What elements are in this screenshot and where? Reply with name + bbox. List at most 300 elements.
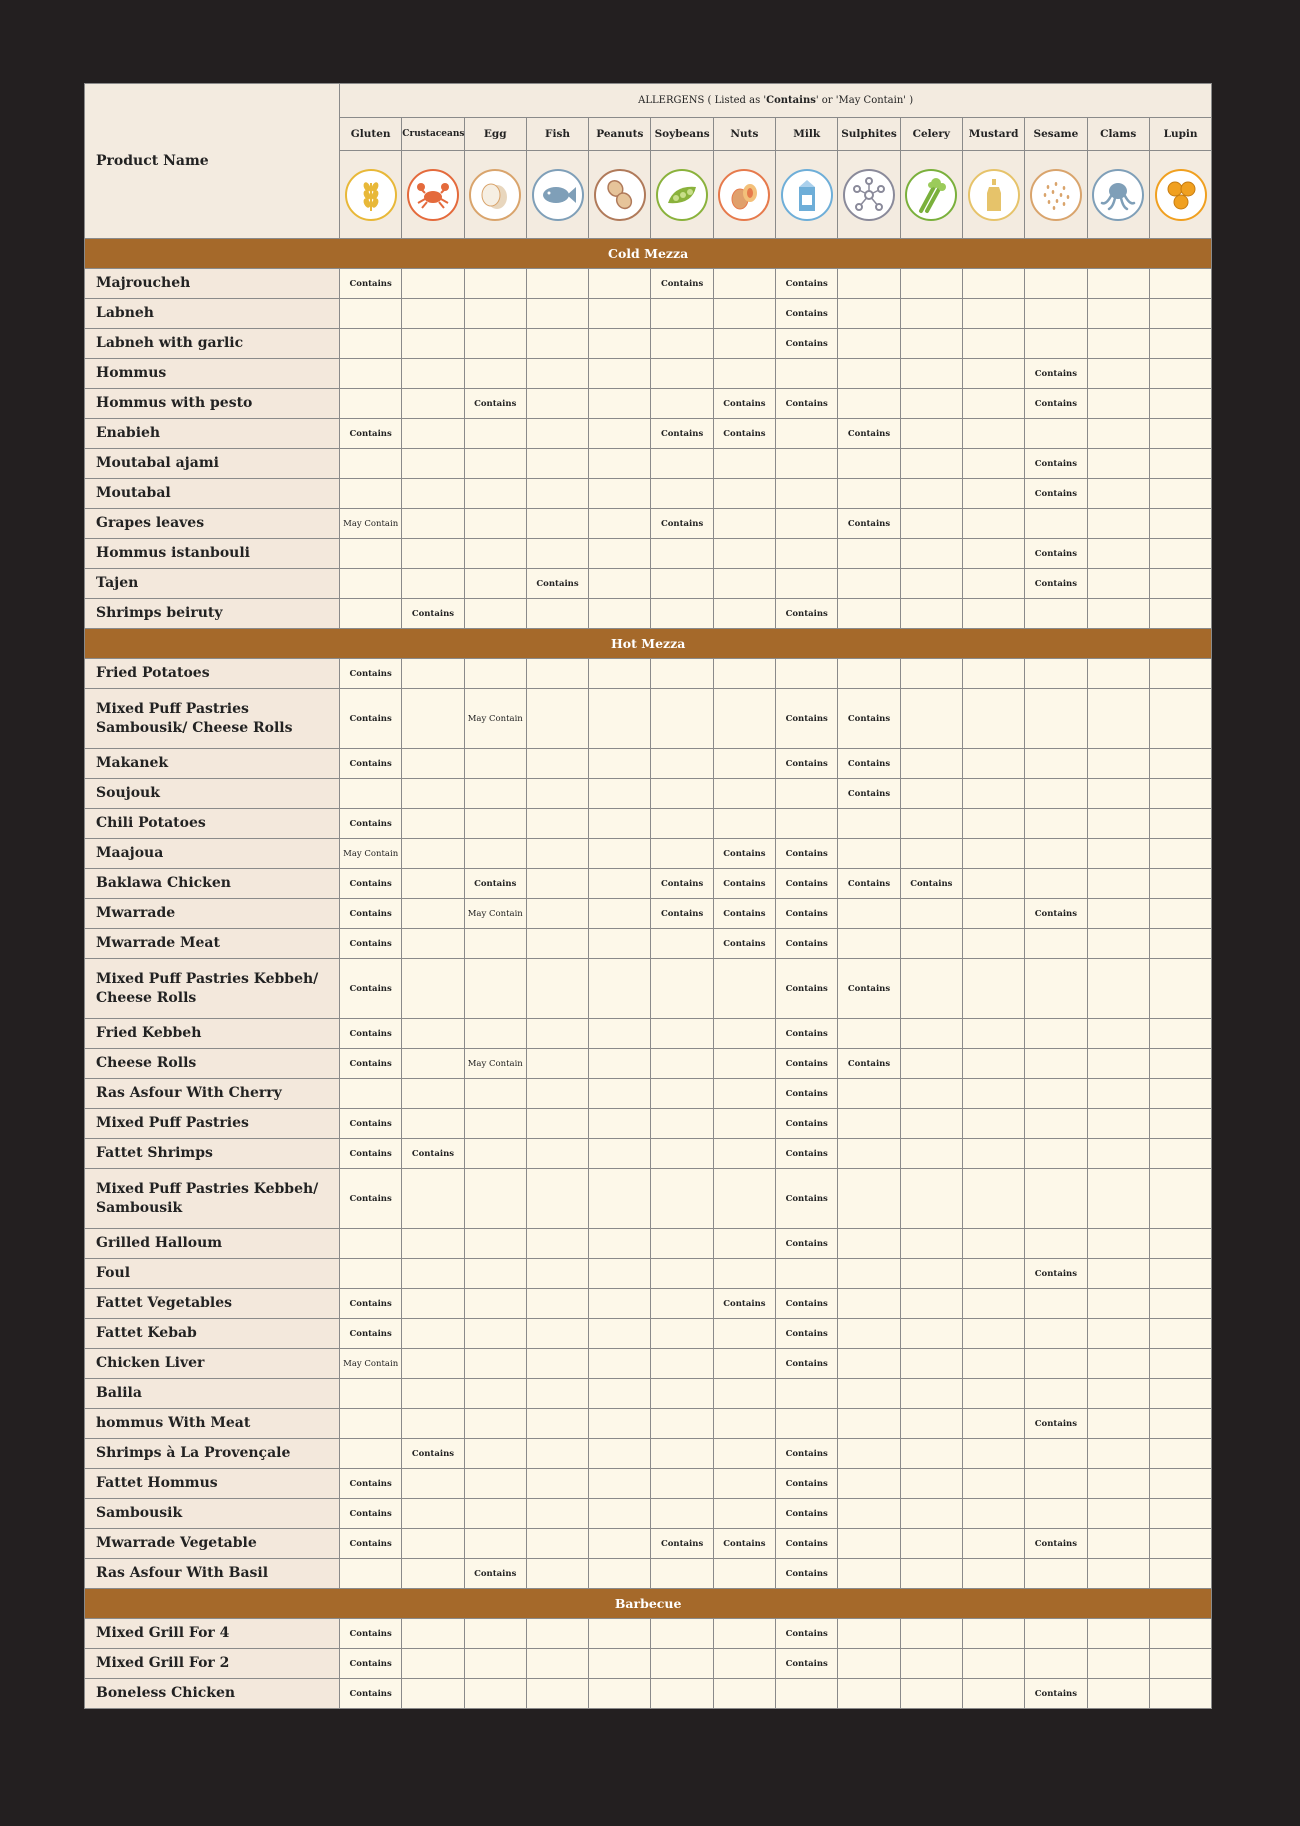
allergen-value xyxy=(464,659,526,689)
allergen-value xyxy=(651,539,713,569)
product-name: Moutabal xyxy=(85,479,340,509)
allergen-value xyxy=(1149,1499,1211,1529)
allergen-value xyxy=(402,809,464,839)
allergen-value xyxy=(402,449,464,479)
allergen-value xyxy=(900,959,962,1019)
allergen-value: Contains xyxy=(838,869,900,899)
allergen-value xyxy=(962,1109,1024,1139)
allergens-title xyxy=(340,84,1212,118)
product-name: Makanek xyxy=(85,749,340,779)
allergen-value xyxy=(464,449,526,479)
section-title: Cold Mezza xyxy=(85,239,1212,269)
allergen-value xyxy=(838,569,900,599)
allergen-value xyxy=(464,1649,526,1679)
allergen-value xyxy=(464,1019,526,1049)
allergen-value: Contains xyxy=(713,929,775,959)
allergen-value xyxy=(713,539,775,569)
allergen-value: Contains xyxy=(1025,899,1087,929)
allergen-value xyxy=(589,1079,651,1109)
allergen-value xyxy=(962,689,1024,749)
allergen-value xyxy=(713,1139,775,1169)
allergen-value xyxy=(464,359,526,389)
allergen-value xyxy=(526,1019,588,1049)
allergen-value xyxy=(464,1349,526,1379)
allergen-value xyxy=(838,929,900,959)
allergen-value xyxy=(900,1139,962,1169)
allergen-value: Contains xyxy=(838,689,900,749)
allergen-value xyxy=(776,779,838,809)
allergen-value xyxy=(589,929,651,959)
allergen-value xyxy=(464,1469,526,1499)
allergen-value xyxy=(340,1439,402,1469)
allergen-value xyxy=(900,359,962,389)
allergen-value xyxy=(1025,1289,1087,1319)
table-row xyxy=(85,1409,1212,1439)
allergen-value xyxy=(1087,899,1149,929)
allergen-value: Contains xyxy=(776,959,838,1019)
allergen-value xyxy=(713,779,775,809)
allergen-value xyxy=(340,1079,402,1109)
allergen-value xyxy=(900,779,962,809)
allergen-value xyxy=(402,269,464,299)
allergen-value xyxy=(900,1679,962,1709)
allergen-value xyxy=(962,599,1024,629)
product-name: Grapes leaves xyxy=(85,509,340,539)
allergen-value xyxy=(1149,689,1211,749)
allergen-value: Contains xyxy=(776,1559,838,1589)
allergen-value xyxy=(900,1049,962,1079)
product-name: Mwarrade Meat xyxy=(85,929,340,959)
allergen-value xyxy=(340,449,402,479)
allergen-value xyxy=(651,839,713,869)
allergen-value xyxy=(838,599,900,629)
crab-icon xyxy=(407,169,459,221)
allergen-value xyxy=(962,1229,1024,1259)
allergen-value: May Contain xyxy=(340,509,402,539)
octopus-icon xyxy=(1092,169,1144,221)
allergen-value: Contains xyxy=(776,1169,838,1229)
allergen-value xyxy=(1149,1289,1211,1319)
allergen-value: May Contain xyxy=(464,689,526,749)
allergen-value: Contains xyxy=(340,929,402,959)
allergen-value xyxy=(1149,1469,1211,1499)
allergen-value xyxy=(526,1649,588,1679)
allergen-value xyxy=(402,1019,464,1049)
allergen-value xyxy=(838,1499,900,1529)
allergen-value xyxy=(464,1169,526,1229)
product-name: hommus With Meat xyxy=(85,1409,340,1439)
allergen-value xyxy=(1149,299,1211,329)
allergen-column-fish: Fish xyxy=(526,118,588,151)
product-name: Shrimps beiruty xyxy=(85,599,340,629)
allergen-value xyxy=(402,689,464,749)
allergen-value xyxy=(402,569,464,599)
allergen-value xyxy=(402,1649,464,1679)
allergen-value: Contains xyxy=(340,809,402,839)
allergen-value xyxy=(713,1109,775,1139)
table-row xyxy=(85,899,1212,929)
allergen-value xyxy=(464,539,526,569)
allergen-value xyxy=(713,1169,775,1229)
allergen-value xyxy=(1149,1169,1211,1229)
allergen-value xyxy=(402,1409,464,1439)
allergen-value xyxy=(589,509,651,539)
allergen-value xyxy=(589,689,651,749)
allergen-value xyxy=(526,1409,588,1439)
allergen-value xyxy=(1149,1409,1211,1439)
allergen-value xyxy=(1087,1319,1149,1349)
allergen-value xyxy=(962,389,1024,419)
allergen-value xyxy=(1025,1229,1087,1259)
allergen-value xyxy=(1025,1619,1087,1649)
allergen-value xyxy=(526,1259,588,1289)
allergen-value xyxy=(1087,1169,1149,1229)
table-row xyxy=(85,959,1212,1019)
table-row xyxy=(85,1379,1212,1409)
allergen-value xyxy=(900,449,962,479)
allergen-value xyxy=(402,869,464,899)
allergen-value xyxy=(962,1439,1024,1469)
allergen-value xyxy=(651,569,713,599)
allergen-value: Contains xyxy=(464,1559,526,1589)
allergen-value xyxy=(1087,419,1149,449)
allergen-value: Contains xyxy=(340,1469,402,1499)
allergen-value xyxy=(651,479,713,509)
allergen-value xyxy=(1025,1469,1087,1499)
allergen-value xyxy=(1149,1079,1211,1109)
allergen-value: Contains xyxy=(838,749,900,779)
allergen-value xyxy=(340,329,402,359)
allergen-value xyxy=(526,1109,588,1139)
allergen-value xyxy=(464,1289,526,1319)
allergen-value xyxy=(340,779,402,809)
allergen-value: Contains xyxy=(776,1289,838,1319)
allergen-value xyxy=(1149,1439,1211,1469)
allergen-value xyxy=(589,569,651,599)
allergen-value xyxy=(1087,1079,1149,1109)
allergen-value xyxy=(1149,659,1211,689)
allergen-value xyxy=(1087,839,1149,869)
allergen-value xyxy=(900,1229,962,1259)
allergen-value xyxy=(402,1379,464,1409)
allergen-value xyxy=(651,1559,713,1589)
allergen-value xyxy=(526,1439,588,1469)
allergen-value xyxy=(526,1139,588,1169)
table-row xyxy=(85,389,1212,419)
allergen-value xyxy=(464,479,526,509)
allergen-value xyxy=(1025,689,1087,749)
section-header xyxy=(85,239,1212,269)
allergen-value xyxy=(402,299,464,329)
allergen-value xyxy=(962,1019,1024,1049)
allergen-value xyxy=(900,419,962,449)
allergen-icon-cell xyxy=(713,151,775,239)
allergen-value xyxy=(900,1319,962,1349)
allergen-value: Contains xyxy=(776,1529,838,1559)
allergen-value: Contains xyxy=(340,659,402,689)
allergen-value xyxy=(1025,1139,1087,1169)
celery-icon xyxy=(905,169,957,221)
allergen-icon-cell xyxy=(526,151,588,239)
allergen-value xyxy=(713,1079,775,1109)
allergen-value xyxy=(1149,479,1211,509)
allergen-value xyxy=(962,959,1024,1019)
allergen-value xyxy=(1149,509,1211,539)
product-name: Shrimps à La Provençale xyxy=(85,1439,340,1469)
allergen-value xyxy=(962,779,1024,809)
allergen-value xyxy=(402,509,464,539)
allergen-value xyxy=(589,809,651,839)
table-row xyxy=(85,599,1212,629)
allergen-value xyxy=(713,269,775,299)
allergen-value xyxy=(589,1349,651,1379)
table-row xyxy=(85,1049,1212,1079)
allergen-value xyxy=(402,359,464,389)
allergen-value xyxy=(464,1409,526,1439)
allergen-value xyxy=(1087,299,1149,329)
allergen-value xyxy=(962,659,1024,689)
allergen-value: Contains xyxy=(776,1229,838,1259)
allergen-value xyxy=(838,1439,900,1469)
allergen-value xyxy=(651,1169,713,1229)
allergen-value xyxy=(1025,659,1087,689)
allergen-value xyxy=(1087,749,1149,779)
allergen-value xyxy=(1087,809,1149,839)
product-name: Chicken Liver xyxy=(85,1349,340,1379)
allergen-value xyxy=(589,1439,651,1469)
allergen-value xyxy=(776,1259,838,1289)
allergen-value: Contains xyxy=(776,1079,838,1109)
allergen-value xyxy=(838,1109,900,1139)
allergen-column-nuts: Nuts xyxy=(713,118,775,151)
allergen-value: Contains xyxy=(651,269,713,299)
allergen-value xyxy=(1149,1649,1211,1679)
allergen-value xyxy=(589,1109,651,1139)
allergen-value: Contains xyxy=(776,929,838,959)
allergen-value: Contains xyxy=(1025,359,1087,389)
allergen-value xyxy=(1087,599,1149,629)
allergen-value xyxy=(1087,869,1149,899)
table-row xyxy=(85,539,1212,569)
allergen-value xyxy=(962,1169,1024,1229)
allergen-column-crustaceans: Crustaceans xyxy=(402,118,464,151)
allergen-value xyxy=(526,689,588,749)
allergen-value xyxy=(962,1649,1024,1679)
allergen-value xyxy=(900,1109,962,1139)
section-title: Barbecue xyxy=(85,1589,1212,1619)
allergen-value xyxy=(589,1649,651,1679)
allergen-value: Contains xyxy=(776,1049,838,1079)
allergen-value: Contains xyxy=(776,299,838,329)
allergen-value xyxy=(589,1289,651,1319)
allergen-value xyxy=(464,1499,526,1529)
allergen-value xyxy=(900,689,962,749)
allergen-value xyxy=(962,329,1024,359)
allergen-value xyxy=(526,1319,588,1349)
allergen-value: Contains xyxy=(402,599,464,629)
allergen-value xyxy=(1025,299,1087,329)
allergen-value xyxy=(526,1379,588,1409)
allergen-value: Contains xyxy=(776,1319,838,1349)
allergen-value xyxy=(651,1499,713,1529)
allergen-value xyxy=(1087,929,1149,959)
allergen-value xyxy=(962,1289,1024,1319)
allergen-value xyxy=(589,1499,651,1529)
table-row xyxy=(85,449,1212,479)
allergen-value xyxy=(402,1349,464,1379)
allergen-value xyxy=(526,929,588,959)
allergen-value xyxy=(340,359,402,389)
allergen-value xyxy=(589,1469,651,1499)
allergen-value xyxy=(838,1169,900,1229)
allergen-value xyxy=(1087,1139,1149,1169)
allergen-value: Contains xyxy=(1025,1679,1087,1709)
allergen-column-celery: Celery xyxy=(900,118,962,151)
allergen-value xyxy=(838,1019,900,1049)
allergen-value xyxy=(838,389,900,419)
allergen-value xyxy=(402,659,464,689)
allergen-value xyxy=(526,359,588,389)
allergen-icon-cell xyxy=(589,151,651,239)
allergen-value xyxy=(589,899,651,929)
allergen-value xyxy=(838,1679,900,1709)
allergen-value xyxy=(962,1499,1024,1529)
allergen-value xyxy=(962,929,1024,959)
allergen-value xyxy=(838,839,900,869)
allergen-value xyxy=(526,479,588,509)
allergen-value xyxy=(651,1349,713,1379)
allergen-value xyxy=(526,1499,588,1529)
allergen-value: Contains xyxy=(776,1469,838,1499)
allergen-value xyxy=(526,509,588,539)
allergen-value xyxy=(402,1499,464,1529)
allergen-icon-cell xyxy=(776,151,838,239)
product-name: Enabieh xyxy=(85,419,340,449)
allergen-value: Contains xyxy=(713,389,775,419)
allergen-value xyxy=(962,449,1024,479)
allergen-value xyxy=(651,1259,713,1289)
allergen-value: Contains xyxy=(340,1019,402,1049)
allergen-value xyxy=(1149,329,1211,359)
allergen-value xyxy=(1025,749,1087,779)
allergen-value xyxy=(1149,569,1211,599)
allergen-value xyxy=(1087,329,1149,359)
allergen-value xyxy=(713,1409,775,1439)
product-name: Fattet Kebab xyxy=(85,1319,340,1349)
product-name: Tajen xyxy=(85,569,340,599)
allergen-value xyxy=(402,959,464,1019)
product-name: Mwarrade xyxy=(85,899,340,929)
allergen-value: Contains xyxy=(402,1139,464,1169)
allergen-value xyxy=(1087,1379,1149,1409)
allergen-value xyxy=(589,1319,651,1349)
allergen-value xyxy=(589,389,651,419)
allergen-value xyxy=(1149,1109,1211,1139)
allergen-value xyxy=(526,599,588,629)
allergen-value xyxy=(962,1379,1024,1409)
allergen-value xyxy=(962,1469,1024,1499)
allergen-value xyxy=(464,1139,526,1169)
allergen-value xyxy=(340,1259,402,1289)
allergen-value xyxy=(838,1289,900,1319)
product-name: Soujouk xyxy=(85,779,340,809)
allergen-value xyxy=(1149,1679,1211,1709)
allergen-value xyxy=(402,1229,464,1259)
allergen-value: Contains xyxy=(838,959,900,1019)
product-name: Mixed Grill For 4 xyxy=(85,1619,340,1649)
allergen-value xyxy=(1087,659,1149,689)
allergen-value xyxy=(526,659,588,689)
table-row xyxy=(85,329,1212,359)
allergen-value xyxy=(900,389,962,419)
allergen-value xyxy=(464,1679,526,1709)
allergen-value xyxy=(713,479,775,509)
allergen-value xyxy=(464,1109,526,1139)
product-name: Mixed Puff Pastries Sambousik/ Cheese Rolls xyxy=(85,689,340,749)
allergen-value xyxy=(651,1049,713,1079)
allergen-value: Contains xyxy=(713,419,775,449)
allergen-value xyxy=(962,1319,1024,1349)
allergen-value: Contains xyxy=(1025,539,1087,569)
allergen-value xyxy=(838,1319,900,1349)
allergen-value xyxy=(1025,779,1087,809)
table-row xyxy=(85,1649,1212,1679)
allergen-value xyxy=(464,299,526,329)
allergen-value xyxy=(1149,359,1211,389)
product-name: Hommus with pesto xyxy=(85,389,340,419)
allergen-value xyxy=(713,329,775,359)
allergen-value: Contains xyxy=(340,1649,402,1679)
allergen-value xyxy=(402,1109,464,1139)
table-row xyxy=(85,869,1212,899)
allergen-value: Contains xyxy=(340,269,402,299)
allergen-value xyxy=(464,839,526,869)
product-name: Mixed Puff Pastries Kebbeh/ Sambousik xyxy=(85,1169,340,1229)
table-row xyxy=(85,1619,1212,1649)
allergen-value xyxy=(589,959,651,1019)
allergen-value xyxy=(1025,599,1087,629)
allergen-value xyxy=(900,1259,962,1289)
allergen-value: Contains xyxy=(340,1049,402,1079)
allergen-value xyxy=(713,1049,775,1079)
allergen-value xyxy=(900,1349,962,1379)
allergen-value xyxy=(713,1499,775,1529)
allergen-value xyxy=(900,299,962,329)
table-row xyxy=(85,659,1212,689)
allergen-value xyxy=(776,539,838,569)
allergen-value: Contains xyxy=(340,899,402,929)
allergen-value xyxy=(464,1439,526,1469)
allergen-value xyxy=(1149,959,1211,1019)
allergen-value xyxy=(900,1409,962,1439)
allergen-value xyxy=(589,779,651,809)
allergen-value xyxy=(464,1619,526,1649)
allergen-value xyxy=(713,659,775,689)
allergen-value xyxy=(526,899,588,929)
egg-icon xyxy=(469,169,521,221)
allergen-value xyxy=(589,869,651,899)
allergen-value xyxy=(589,449,651,479)
allergen-value: Contains xyxy=(340,419,402,449)
allergen-value xyxy=(1087,1259,1149,1289)
allergen-value xyxy=(526,269,588,299)
sesame-icon xyxy=(1030,169,1082,221)
product-name: Chili Potatoes xyxy=(85,809,340,839)
allergen-value xyxy=(402,1289,464,1319)
allergen-value: Contains xyxy=(776,1649,838,1679)
allergen-value xyxy=(838,359,900,389)
allergen-value xyxy=(900,839,962,869)
